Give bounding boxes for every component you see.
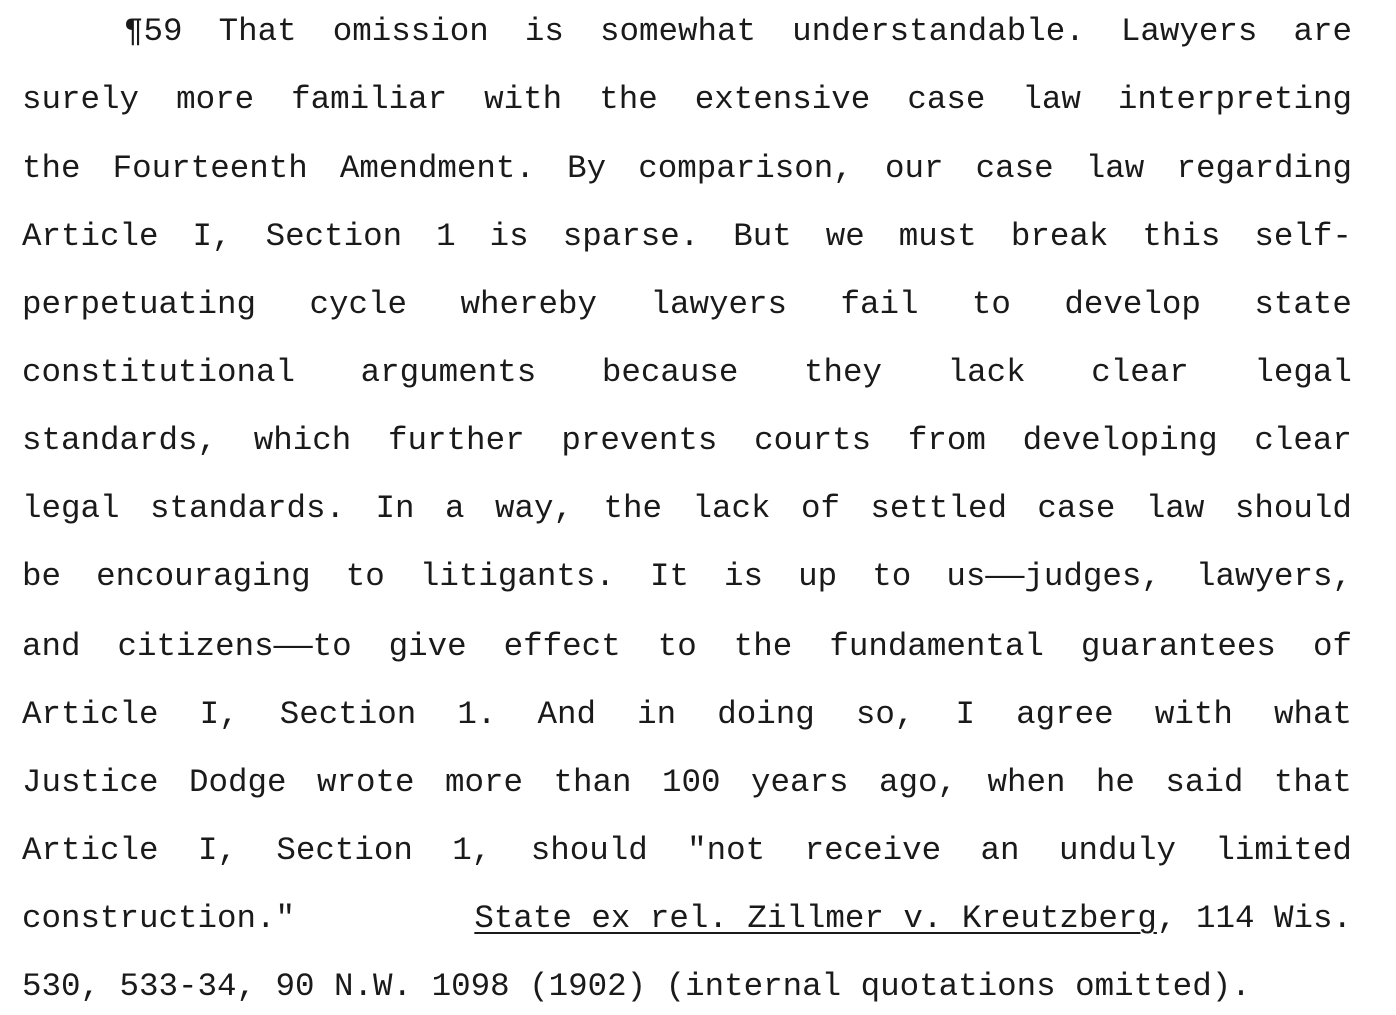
paragraph-number: ¶59 (124, 13, 183, 50)
text-line-15 (22, 967, 1352, 1007)
word: And (537, 696, 597, 733)
word: fail (840, 286, 919, 323)
word: effect (503, 628, 621, 665)
word: case (975, 150, 1054, 187)
word: be (22, 558, 62, 595)
word: citizens——to (117, 628, 352, 665)
word: lawyers, (1195, 558, 1352, 595)
text-line-12 (22, 763, 1352, 803)
word: of (1312, 628, 1352, 665)
text-line-13 (22, 831, 1352, 871)
word: to (657, 628, 697, 665)
word: guarantees (1080, 628, 1276, 665)
word: lack (692, 490, 771, 527)
word: clear (1091, 354, 1189, 391)
word: law (1022, 81, 1081, 118)
word: fundamental (829, 628, 1044, 665)
word: more (445, 764, 524, 801)
word: I (955, 696, 976, 733)
word: give (388, 628, 467, 665)
word: with (1154, 696, 1233, 733)
word: to (345, 558, 385, 595)
text-line-9 (22, 557, 1352, 597)
word: law (1145, 490, 1205, 527)
word: receive (804, 832, 942, 869)
word: should (1234, 490, 1352, 527)
word: he (1095, 764, 1135, 801)
word: 1 (436, 218, 456, 255)
word: to (872, 558, 912, 595)
text-line-14 (22, 899, 1352, 939)
word: years (750, 764, 849, 801)
word: so, (855, 696, 915, 733)
word: somewhat (600, 13, 757, 50)
word: are (1293, 13, 1352, 50)
word: 100 (661, 764, 721, 801)
word: said (1165, 764, 1244, 801)
word: up (798, 558, 838, 595)
word: Article (22, 218, 159, 255)
line-14-after: , 114 Wis. (1156, 900, 1352, 937)
word: "not (687, 832, 766, 869)
word: interpreting (1117, 81, 1352, 118)
word: because (601, 354, 739, 391)
word: law (1085, 150, 1145, 187)
word: perpetuating (22, 286, 257, 323)
text-line-3 (22, 149, 1352, 189)
word: with (484, 81, 563, 118)
word: is (524, 13, 564, 50)
word: to (971, 286, 1011, 323)
word: doing (717, 696, 815, 733)
text-line-6 (22, 353, 1352, 393)
word: comparison, (638, 150, 853, 187)
word: I, (197, 832, 237, 869)
word: understandable. (792, 13, 1085, 50)
word: than (553, 764, 632, 801)
word: more (176, 81, 255, 118)
word: the (733, 628, 793, 665)
word: surely (22, 81, 140, 118)
word: omission (332, 13, 489, 50)
word: That (218, 13, 297, 50)
word: Dodge (189, 764, 287, 801)
word: case (1037, 490, 1116, 527)
word: is (489, 218, 529, 255)
word: settled (870, 490, 1007, 527)
word: standards. (150, 490, 346, 527)
word: what (1273, 696, 1352, 733)
word: and (22, 628, 81, 665)
word: constitutional (22, 354, 296, 391)
word: of (800, 490, 840, 527)
word: cycle (309, 286, 408, 323)
word: the (599, 81, 658, 118)
word: that (1273, 764, 1352, 801)
word: standards, (22, 422, 218, 459)
word: an (980, 832, 1020, 869)
word: courts (754, 422, 872, 459)
word: in (637, 696, 677, 733)
text-line-11 (22, 695, 1352, 735)
word: Fourteenth (112, 150, 308, 187)
word: Amendment. (339, 150, 535, 187)
word: state (1254, 286, 1352, 323)
word: prevents (561, 422, 718, 459)
text-line-8 (22, 489, 1352, 529)
word: I, (199, 696, 239, 733)
word: legal (1254, 354, 1352, 391)
word: is (724, 558, 764, 595)
word: from (907, 422, 986, 459)
word: agree (1016, 696, 1114, 733)
word: clear (1254, 422, 1352, 459)
text-line-1 (22, 12, 1352, 52)
word: By (567, 150, 607, 187)
word: should (530, 832, 648, 869)
word: break (1010, 218, 1109, 255)
word: Justice (22, 764, 159, 801)
word: 1. (457, 696, 497, 733)
word: developing (1022, 422, 1218, 459)
word: way, (494, 490, 573, 527)
word: must (898, 218, 977, 255)
word: this (1142, 218, 1221, 255)
word: encouraging (96, 558, 311, 595)
word: further (388, 422, 525, 459)
word: the (603, 490, 662, 527)
line-15-text: 530, 533-34, 90 N.W. 1098 (1902) (internal quotations omitted). (22, 968, 1251, 1005)
word: regarding (1176, 150, 1352, 187)
word: ago, (878, 764, 957, 801)
case-citation-name: State ex rel. Zillmer v. Kreutzberg (474, 900, 1157, 937)
text-line-10 (22, 627, 1352, 667)
word: legal (22, 490, 120, 527)
word: our (884, 150, 944, 187)
word: lawyers (650, 286, 787, 323)
word: whereby (460, 286, 598, 323)
word: It (649, 558, 689, 595)
word: Article (22, 832, 159, 869)
word: Lawyers (1120, 13, 1258, 50)
word: lack (947, 354, 1026, 391)
word: litigants. (419, 558, 615, 595)
word: But (733, 218, 792, 255)
word: which (253, 422, 352, 459)
word: arguments (360, 354, 537, 391)
word: Section (279, 696, 417, 733)
word: I, (192, 218, 232, 255)
word: sparse. (562, 218, 700, 255)
word: the (22, 150, 81, 187)
word: unduly (1058, 832, 1176, 869)
word: 1, (452, 832, 492, 869)
word: we (825, 218, 865, 255)
word: Section (265, 218, 403, 255)
text-line-4 (22, 217, 1352, 257)
word: case (907, 81, 986, 118)
word: limited (1215, 832, 1352, 869)
word: Section (276, 832, 413, 869)
word: a (445, 490, 465, 527)
word: wrote (317, 764, 415, 801)
text-line-5 (22, 285, 1352, 325)
word: self- (1254, 218, 1352, 255)
word: develop (1064, 286, 1201, 323)
word: familiar (291, 81, 448, 118)
word: they (803, 354, 882, 391)
word: In (375, 490, 415, 527)
word: extensive (694, 81, 871, 118)
line-14-before: construction." (22, 900, 296, 937)
text-line-2 (22, 80, 1352, 120)
text-line-7 (22, 421, 1352, 461)
word: Article (22, 696, 159, 733)
word: us——judges, (946, 558, 1161, 595)
word: when (987, 764, 1066, 801)
